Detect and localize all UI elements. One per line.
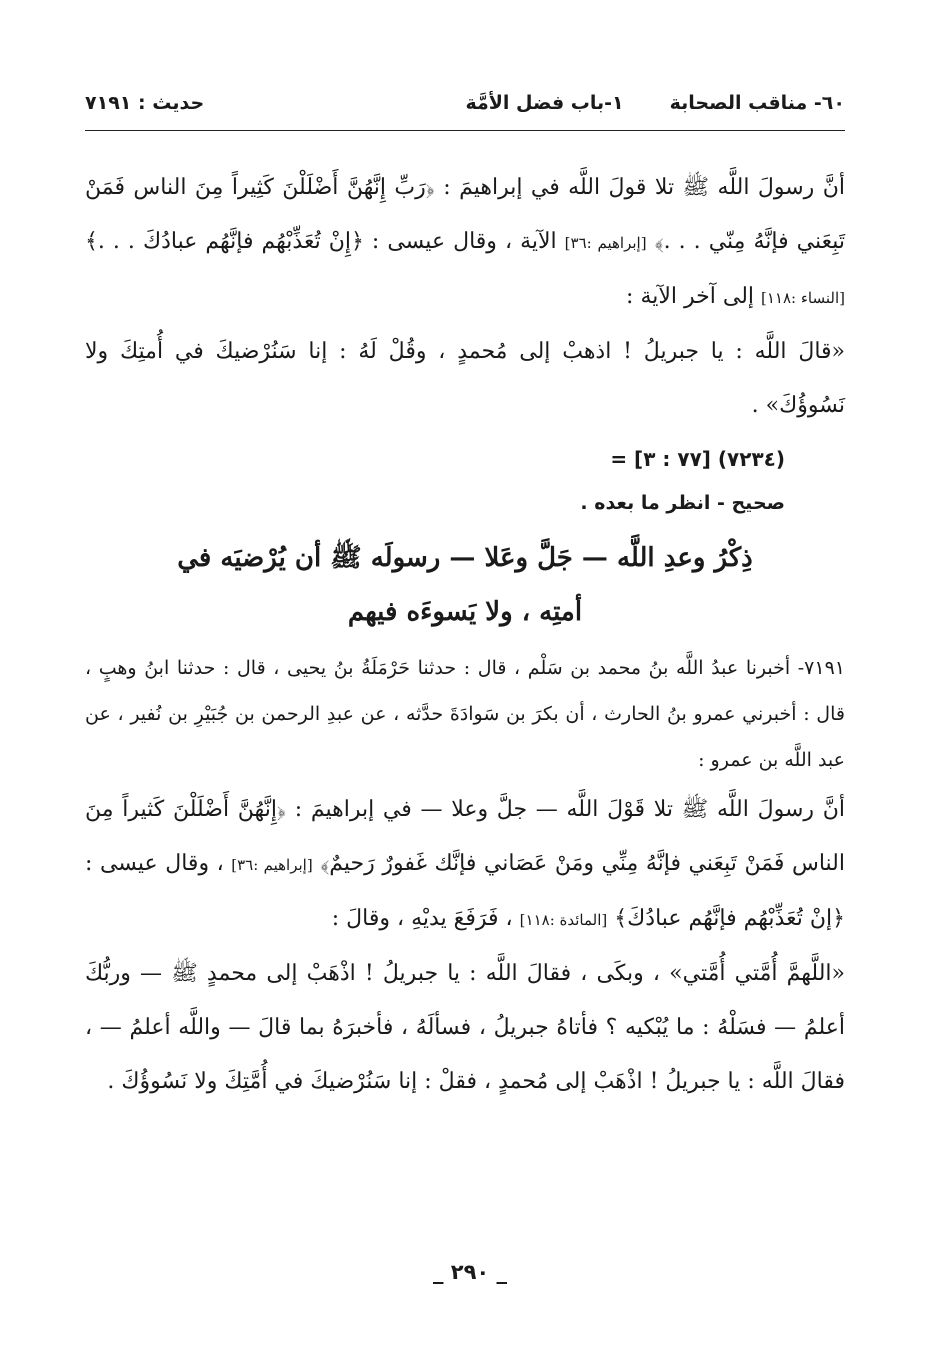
paragraph-verse-intro: [85, 161, 845, 325]
page-number: _ ٢٩٠ _: [432, 1260, 508, 1284]
hadith-number-label: حديث : ٧١٩١: [85, 92, 205, 114]
text-segment: الآية ، وقال عيسى : ﴿إِنْ تُعَذِّبْهُم فإنَّهُم عبادُكَ . . .﴾: [85, 229, 565, 254]
quran-reference: [إبراهيم :٣٦]: [231, 856, 313, 874]
document-page: [85, 92, 845, 1109]
header-divider: [85, 130, 845, 131]
hadith-matn-2: «اللَّهمَّ أُمَّتي أُمَّتي» ، وبكَى ، فقالَ اللَّه : يا جبريلُ ! اذْهَبْ إلى محمدٍ ﷺ — وربُّكَ أعلمُ — فسَلْهُ : ما يُبْكيه ؟ فأتاهُ جبريلُ ، فسألَهُ ، فأخبرَهُ بما قالَ — واللَّه أعلمُ — ، فقالَ اللَّه : يا جبريلُ ! اذْهَبْ إلى مُحمدٍ ، فقلْ : إنا سَنُرْضيكَ في أُمَّتِكَ ولا نَسُوؤُكَ .: [85, 961, 845, 1094]
chapter-heading: [85, 531, 845, 639]
book-section-title: ٦٠- مناقب الصحابة: [669, 92, 845, 114]
quran-reference: [النساء :١١٨]: [761, 289, 845, 307]
quran-reference: [المائدة :١١٨]: [519, 911, 608, 929]
takhrij-text: = [٧٧ : ٣] (٧٢٣٤): [610, 447, 785, 471]
paragraph-divine-saying: «قالَ اللَّه : يا جبريلُ ! اذهبْ إلى مُحمدٍ ، وقُلْ لَهُ : إنا سَنُرْضيكَ في أُمتِكَ ولا نَسُوؤُكَ» .: [85, 339, 845, 418]
running-header: [85, 92, 845, 122]
chapter-heading-line-1: ذِكْرُ وعدِ اللَّه — جَلَّ وعَلا — رسولَه ﷺ أن يُرْضيَه في: [177, 543, 753, 573]
chapter-title-header: ١-باب فضل الأمَّة: [465, 92, 624, 114]
text-segment: ، وقال عيسى : ﴿إنْ تُعَذِّبْهُم فإنَّهُم عبادُكَ﴾: [85, 851, 845, 931]
text-segment: ، فَرَفَعَ يديْهِ ، وقالَ :: [331, 906, 520, 931]
takhrij-reference: [85, 439, 845, 479]
quran-reference: [إبراهيم :٣٦]: [564, 234, 647, 252]
text-segment: أنَّ رسولَ اللَّه ﷺ تلا قَوْلَ اللَّه — جلَّ وعلا — في إبراهيمَ : ﴿إِنَّهُنَّ أَضْلَلْنَ كَثيراً مِنَ الناس فَمَنْ تَبِعَني فإنَّهُ مِنِّي ومَنْ عَصَاني فإنَّك غَفورٌ رَحيمٌ﴾: [85, 797, 845, 876]
hadith-isnad: ٧١٩١- أخبرنا عبدُ اللَّه بنُ محمد بن سَلْم ، قال : حدثنا حَرْمَلَةُ بنُ يحيى ، قال : حدثنا ابنُ وهبٍ ، قال : أخبرني عمرو بنُ الحارث ، أن بكرَ بن سَوادَةَ حدَّثه ، عن عبدِ الرحمن بن جُبَيْرِ بن نُفير ، عن عبد اللَّه بن عمرو :: [85, 657, 845, 771]
hadith-grading: صحيح - انظر ما بعده .: [580, 492, 785, 514]
header-right-group: [465, 92, 845, 114]
chapter-heading-line-2: أمتِه ، ولا يَسوءَه فيهم: [347, 597, 583, 627]
hadith-matn-1: [85, 783, 845, 947]
text-segment: أنَّ رسولَ اللَّه ﷺ تلا قولَ اللَّه في إبراهيمَ : ﴿رَبِّ إِنَّهُنَّ أَضْلَلْنَ كَثِيراً مِنَ الناس فَمَنْ تَبِعَني فإنَّهُ مِنّي . . .﴾: [85, 175, 845, 254]
text-segment: إلى آخر الآية :: [626, 284, 762, 309]
